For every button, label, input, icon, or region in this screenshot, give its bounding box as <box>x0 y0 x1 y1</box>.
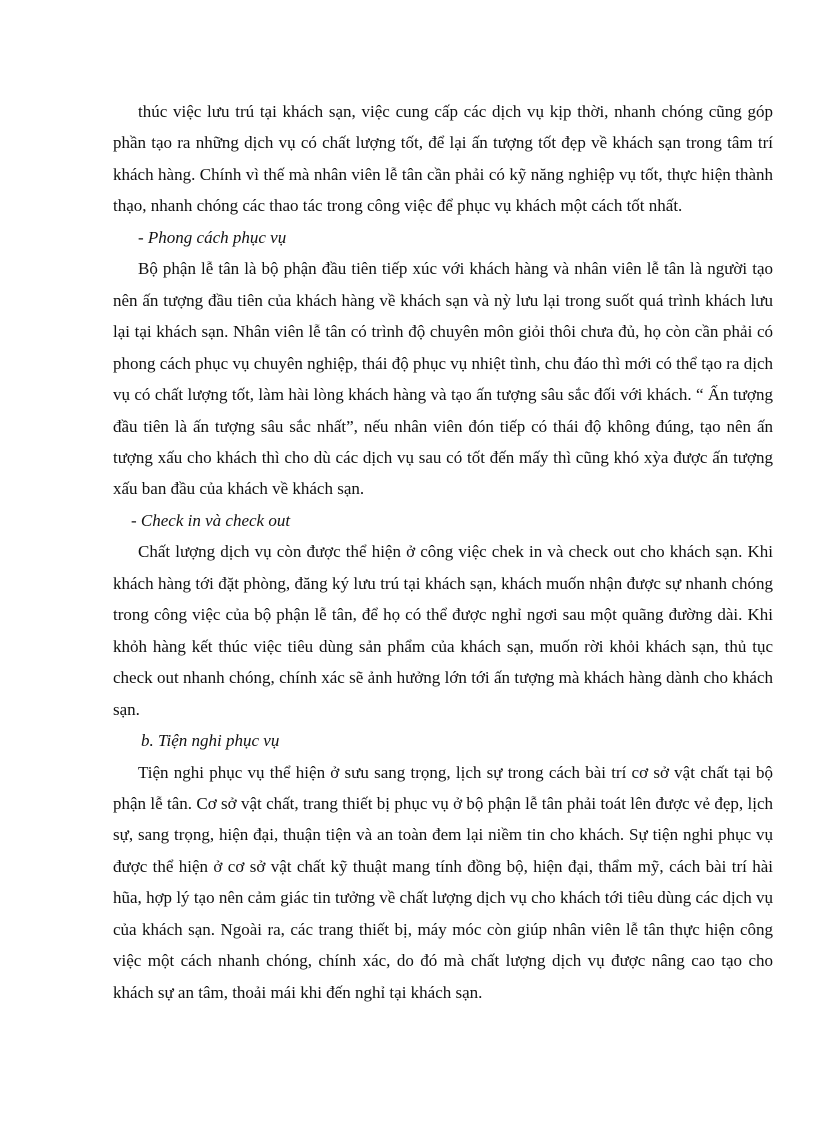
paragraph-service-style: Bộ phận lễ tân là bộ phận đầu tiên tiếp xúc với khách hàng và nhân viên lễ tân là người tạo nên ấn tượng đầu tiên của khách hàng về khách sạn và nỳ lưu lại trong suốt quá trình khách lưu lại tại khách sạn. Nhân viên lễ tân có trình độ chuyên môn giỏi thôi chưa đủ, họ còn cần phải có phong cách phục vụ chuyên nghiệp, thái độ phục vụ nhiệt tình, chu đáo thì mới có thể tạo ra dịch vụ có chất lượng tốt, làm hài lòng khách hàng và tạo ấn tượng sâu sắc đối với khách. “ Ấn tượng đầu tiên là ấn tượng sâu sắc nhất”, nếu nhân viên đón tiếp có thái độ không đúng, tạo nên ấn tượng xấu cho khách thì cho dù các dịch vụ sau có tốt đến mấy thì cũng khó xỳa được ấn tượng xấu ban đầu của khách về khách sạn. <box>113 259 773 499</box>
paragraph-service-amenities: Tiện nghi phục vụ thể hiện ở sưu sang trọng, lịch sự trong cách bài trí cơ sở vật chất tại bộ phận lễ tân. Cơ sở vật chất, trang thiết bị phục vụ ở bộ phận lễ tân phải toát lên được vẻ đẹp, lịch sự, sang trọng, hiện đại, thuận tiện và an toàn đem lại niềm tin cho khách. Sự tiện nghi phục vụ được thể hiện ở cơ sở vật chất kỹ thuật mang tính đồng bộ, hiện đại, thẩm mỹ, cách bài trí hài hũa, hợp lý tạo nên cảm giác tin tưởng về chất lượng dịch vụ cho khách tới tiêu dùng các dịch vụ của khách sạn. Ngoài ra, các trang thiết bị, máy móc còn giúp nhân viên lễ tân thực hiện công việc một cách nhanh chóng, chính xác, do đó mà chất lượng dịch vụ được nâng cao tạo cho khách sự an tâm, thoải mái khi đến nghỉ tại khách sạn. <box>113 762 773 1002</box>
heading-service-style: - Phong cách phục vụ <box>138 227 287 247</box>
heading-check-in-out: - Check in và check out <box>131 510 291 530</box>
body-text <box>113 96 773 1008</box>
paragraph-reception-skills: thúc việc lưu trú tại khách sạn, việc cung cấp các dịch vụ kịp thời, nhanh chóng cũng góp phần tạo ra những dịch vụ có chất lượng tốt, để lại ấn tượng tốt đẹp về khách sạn trong tâm trí khách hàng. Chính vì thế mà nhân viên lễ tân cần phải có kỹ năng nghiệp vụ tốt, thực hiện thành thạo, nhanh chóng các thao tác trong công việc để phục vụ khách một cách tốt nhất. <box>113 102 773 216</box>
heading-service-amenities: b. Tiện nghi phục vụ <box>141 731 280 751</box>
paragraph-check-in-out: Chất lượng dịch vụ còn được thể hiện ở công việc chek in và check out cho khách sạn. Khi khách hàng tới đặt phòng, đăng ký lưu trú tại khách sạn, khách muốn nhận được sự nhanh chóng trong công việc của bộ phận lễ tân, để họ có thể được nghỉ ngơi sau một quãng đường dài. Khi khỏh hàng kết thúc việc tiêu dùng sản phẩm của khách sạn, muốn rời khỏi khách sạn, thủ tục check out nhanh chóng, chính xác sẽ ảnh hưởng lớn tới ấn tượng mà khách hàng dành cho khách sạn. <box>113 542 773 719</box>
